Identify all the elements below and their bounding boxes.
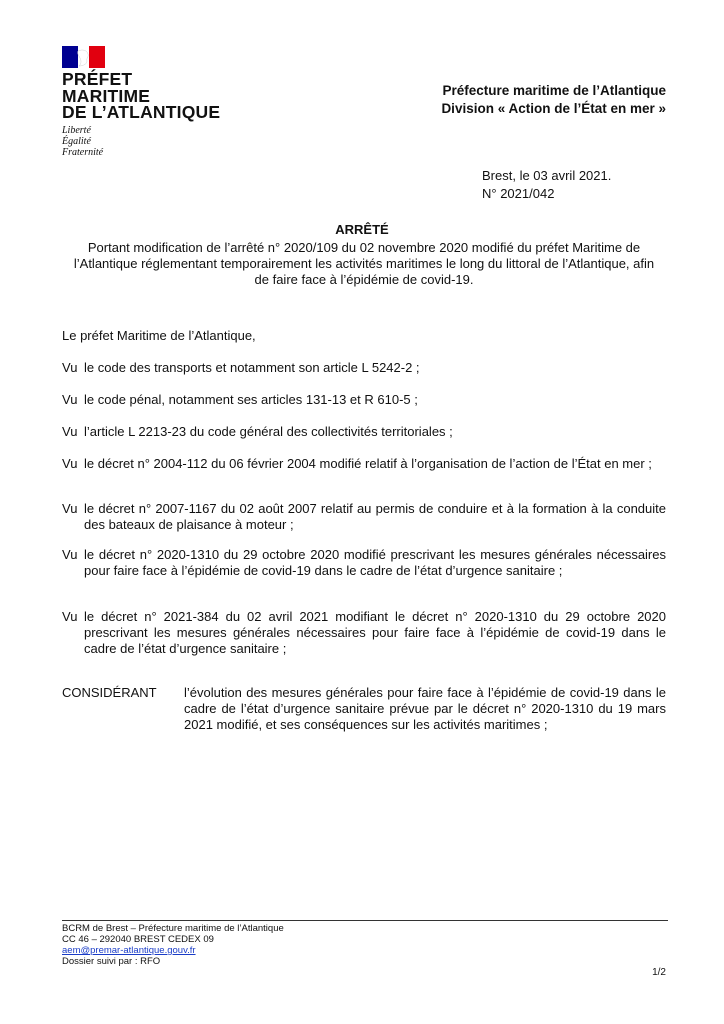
logo-title: PRÉFET MARITIME DE L’ATLANTIQUE [62,69,221,122]
footer-email-link[interactable]: aem@premar-atlantique.gouv.fr [62,945,196,956]
vu-item [62,609,666,657]
vu-text: l’article L 2213-23 du code général des collectivités territoriales ; [84,424,453,439]
vu-label: Vu [62,392,78,407]
vu-text: le décret n° 2007-1167 du 02 août 2007 relatif au permis de conduire et à la formation à la conduite des bateaux de plaisance à moteur ; [84,501,666,532]
place-date-block [482,167,611,203]
vu-text: le décret n° 2020-1310 du 29 octobre 2020 modifié prescrivant les mesures générales nécessaires pour faire face à l’épidémie de covid-19 dans le cadre de l’état d’urgence sanitaire ; [84,547,666,578]
vu-label: Vu [62,609,78,624]
organization-header [441,82,666,118]
vu-item [62,424,666,440]
vu-item [62,501,666,533]
decree-number: N° 2021/042 [482,186,555,201]
org-line-1: Préfecture maritime de l’Atlantique [442,83,666,98]
devise: Liberté Égalité Fraternité [62,125,104,158]
vu-label: Vu [62,424,78,439]
considerant-text: l’évolution des mesures générales pour faire face à l’épidémie de covid-19 dans le cadre de l’état d’urgence sanitaire prévue par le décret n° 2020-1310 du 19 mars 2021 modifié, et ses conséquences sur les activités maritimes ; [184,685,666,732]
vu-text: le décret n° 2004-112 du 06 février 2004 modifié relatif à l’organisation de l’action de l’État en mer ; [84,456,652,471]
vu-label: Vu [62,547,78,562]
marianne-icon [72,49,96,67]
intro-line: Le préfet Maritime de l’Atlantique, [62,328,256,343]
document-title: ARRÊTÉ [335,222,389,237]
document-subtitle: Portant modification de l’arrêté n° 2020/109 du 02 novembre 2020 modifié du préfet Maritime de l’Atlantique réglementant temporairement les activités maritimes le long du littoral de l’Atlantique, afin de faire face à l’épidémie de covid-19. [73,240,655,287]
considerant-label: CONSIDÉRANT [62,685,157,700]
footer-divider [62,920,668,921]
vu-text: le code des transports et notamment son article L 5242-2 ; [84,360,420,375]
footer-line-2: CC 46 – 292040 BREST CEDEX 09 [62,934,214,945]
vu-item [62,360,666,376]
vu-label: Vu [62,501,78,516]
place-date: Brest, le 03 avril 2021. [482,168,612,183]
footer-line-1: BCRM de Brest – Préfecture maritime de l’Atlantique [62,923,284,934]
vu-item [62,456,666,472]
vu-label: Vu [62,360,78,375]
vu-item [62,547,666,579]
considerant-block [62,685,666,733]
vu-item [62,392,666,408]
footer [62,923,284,967]
org-line-2: Division « Action de l’État en mer » [441,101,666,116]
vu-text: le code pénal, notamment ses articles 131-13 et R 610-5 ; [84,392,418,407]
footer-line-4: Dossier suivi par : RFO [62,956,161,967]
vu-label: Vu [62,456,78,471]
vu-text: le décret n° 2021-384 du 02 avril 2021 modifiant le décret n° 2020-1310 du 29 octobre 2020 prescrivant les mesures générales nécessaires pour faire face à l’épidémie de covid-19 dans le cadre de l’état d’urgence sanitaire ; [84,609,666,656]
page-number: 1/2 [652,967,666,978]
